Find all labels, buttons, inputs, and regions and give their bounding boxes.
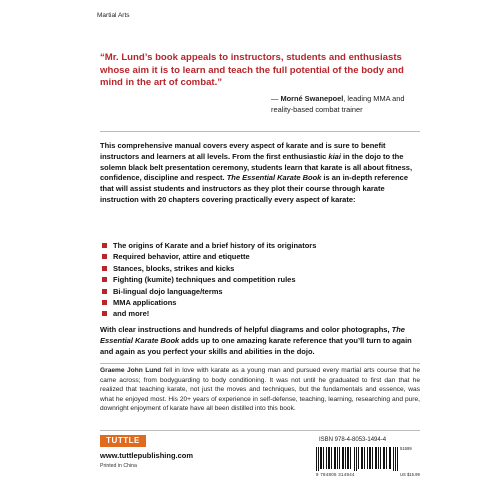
author-bio-text: fell in love with karate as a young man and pursued every martial arts course that he came across; from bodyguarding to body conditioning. It was not until he graduated to first dan that he realized that teaching karate, not just the moves and techniques, but the fundamentals and essence, was what he enjoyed most. His 20+ years of experience in self-defense, teaching, learning, researching and pure, downright enjoyment of karate have all been distilled into this book. [100, 367, 420, 412]
intro-paragraph [100, 141, 420, 206]
intro-book-title: The Essential Karate Book [226, 173, 322, 183]
back-cover [89, 0, 422, 489]
price-label: US $15.99 [400, 472, 420, 477]
feature-item: Required behavior, attire and etiquette [100, 251, 410, 262]
endorsement-quote: “Mr. Lund’s book appeals to instructors, students and enthusiasts whose aim it is to learn and teach the full potential of the body and mind in the art of combat.” [100, 52, 404, 89]
feature-item: Fighting (kumite) techniques and competition rules [100, 274, 410, 285]
closing-text-2: adds up to one amazing karate reference that you’ll turn to again and again as you perfect your skills and abilities in the dojo. [100, 336, 412, 356]
author-name: Graeme John Lund [100, 367, 162, 374]
quote-attribution [271, 94, 421, 115]
quote-author-description: , leading MMA and reality-based combat trainer [271, 94, 405, 114]
publisher-url: www.tuttlepublishing.com [100, 451, 194, 460]
author-bio [100, 366, 420, 414]
feature-item: and more! [100, 308, 410, 319]
divider-bottom [100, 430, 420, 431]
intro-text-3: is an in-depth reference that will assist students and instructors as they plot their course through karate instruction with 20 chapters covering practically every aspect of karate: [100, 173, 409, 204]
publisher-logo: TUTTLE [100, 435, 146, 447]
price-code: 51599 [400, 446, 412, 451]
closing-book-title: The Essential Karate Book [100, 325, 405, 345]
feature-item: The origins of Karate and a brief history of its originators [100, 240, 410, 251]
printed-in-label: Printed in China [100, 463, 137, 469]
barcode-digits: 9 784805 314944 [316, 472, 355, 477]
feature-item: MMA applications [100, 297, 410, 308]
intro-text-2: in the dojo to the solemn black belt presentation ceremony, students learn that karate is all about fitness, confidence, discipline and respect. [100, 151, 413, 183]
intro-text-1: This comprehensive manual covers every aspect of karate and is sure to benefit instructors and learners at all levels. From the first enthusiastic [100, 141, 386, 161]
quote-author: Morné Swanepoel [280, 94, 344, 103]
intro-kiai: kiai [328, 151, 341, 161]
divider-middle [100, 363, 420, 364]
divider-top [100, 131, 420, 132]
feature-list [100, 240, 410, 320]
feature-item: Bi-lingual dojo language/terms [100, 286, 410, 297]
closing-text-1: With clear instructions and hundreds of helpful diagrams and color photographs, [100, 325, 392, 334]
closing-paragraph [100, 324, 420, 357]
category-label: Martial Arts [97, 12, 130, 19]
isbn-barcode [316, 447, 398, 471]
attribution-dash: — [271, 94, 281, 103]
feature-item: Stances, blocks, strikes and kicks [100, 263, 410, 274]
isbn-label: ISBN 978-4-8053-1494-4 [319, 437, 387, 443]
